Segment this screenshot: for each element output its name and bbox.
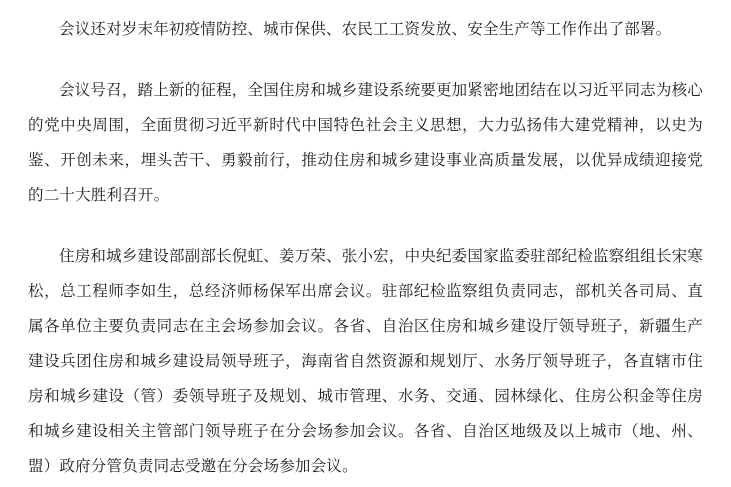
paragraph-3: 住房和城乡建设部副部长倪虹、姜万荣、张小宏，中央纪委国家监委驻部纪检监察组组长宋寒松，总工程师李如生，总经济师杨保军出席会议。驻部纪检监察组负责同志，部机关各司局、直属各单位主要负责同志在主会场参加会议。各省、自治区住房和城乡建设厅领导班子，新疆生产建设兵团住房和城乡建设局领导班子，海南省自然资源和规划厅、水务厅领导班子，各直辖市住房和城乡建设（管）委领导班子及规划、城市管理、水务、交通、园林绿化、住房公积金等住房和城乡建设相关主管部门领导班子在分会场参加会议。各省、自治区地级及以上城市（地、州、盟）政府分管负责同志受邀在分会场参加会议。 xyxy=(28,247,703,475)
paragraph-2: 会议号召，踏上新的征程，全国住房和城乡建设系统要更加紧密地团结在以习近平同志为核心的党中央周围，全面贯彻习近平新时代中国特色社会主义思想，大力弘扬伟大建党精神，以史为鉴、开创未来，埋头苦干、勇毅前行，推动住房和城乡建设事业高质量发展，以优异成绩迎接党的二十大胜利召开。 xyxy=(28,81,703,204)
paragraph-1: 会议还对岁末年初疫情防控、城市保供、农民工工资发放、安全生产等工作作出了部署。 xyxy=(59,20,672,38)
